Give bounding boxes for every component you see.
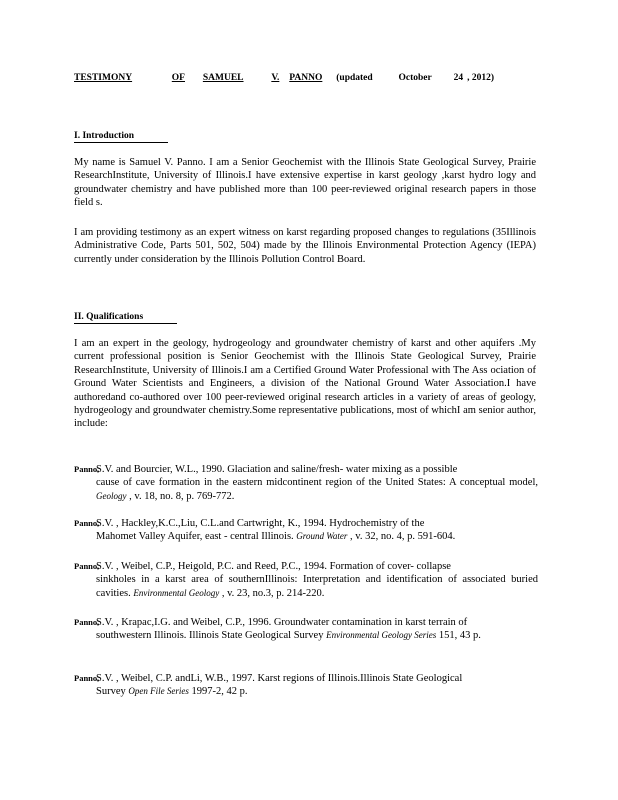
reference-line: S.V. and Bourcier, W.L., 1990. Glaciation and saline/fresh- water mixing as a possible	[96, 464, 458, 475]
reference-journal: Ground Water	[296, 531, 348, 542]
qualifications-paragraph: I am an expert in the geology, hydrogeology and groundwater chemistry of karst and other aquifers .My current professional position is Senior Geochemist with the Illinois State Geological Survey, Prairie ResearchInstitute, University of Illinois.I am a Certified Ground Water Professional with The Ass ociation of Ground Water Scientists and Engineers, a division of the National Ground Water Association.I have authoredand co-authored over 100 peer-reviewed original research articles in a variety of areas of geology, hydrogeology and groundwater chemistry.Some representative publications, most of whichI am senior author, include:	[74, 338, 536, 430]
reference-line: , v. 18, no. 8, p. 769-772.	[126, 490, 235, 502]
title-word: October	[398, 73, 432, 83]
reference-item	[74, 672, 538, 699]
reference-line: Survey	[96, 686, 129, 698]
reference-journal: Geology	[96, 490, 127, 501]
reference-line: , v. 32, no. 4, p. 591-604.	[347, 531, 456, 543]
reference-journal: Open File Series	[128, 686, 189, 697]
title-word: TESTIMONY	[74, 73, 133, 83]
reference-line: 151, 43 p.	[436, 630, 481, 642]
title-word: SAMUEL	[202, 73, 244, 83]
intro-paragraph-1: My name is Samuel V. Panno. I am a Senior Geochemist with the Illinois State Geological Survey, Prairie ResearchInstitute, University of Illinois.I have extensive expertise in karst geology ,karst hydro logy and groundwater chemistry and have published more than 100 peer-reviewed original research papers in those field s.	[74, 157, 536, 209]
reference-author: Panno,	[74, 617, 100, 627]
reference-journal: Environmental Geology Series	[326, 630, 437, 641]
reference-author: Panno,	[74, 673, 100, 683]
reference-author: Panno,	[74, 464, 100, 474]
reference-line: S.V. , Weibel, C.P. andLi, W.B., 1997. Karst regions of Illinois.Illinois State Geological	[96, 673, 463, 684]
reference-author: Panno,	[74, 518, 100, 528]
reference-line: S.V. , Weibel, C.P., Heigold, P.C. and Reed, P.C., 1994. Formation of cover- collapse	[96, 561, 451, 572]
reference-author: Panno,	[74, 561, 100, 571]
reference-line: Mahomet Valley Aquifer, east - central Illinois.	[96, 531, 297, 543]
reference-line: southwestern Illinois. Illinois State Geological Survey	[96, 630, 327, 642]
reference-line: , v. 23, no.3, p. 214-220.	[219, 587, 325, 599]
reference-line: 1997-2, 42 p.	[188, 686, 248, 698]
title-word: PANNO	[289, 73, 323, 83]
reference-item	[74, 560, 538, 600]
reference-line: S.V. , Krapac,I.G. and Weibel, C.P., 1996. Groundwater contamination in karst terrain of	[96, 617, 468, 628]
reference-item	[74, 517, 538, 544]
reference-item	[74, 616, 538, 643]
title-word: 24	[453, 73, 464, 83]
title-word: V.	[271, 73, 280, 83]
reference-line: cause of cave formation in the eastern midcontinent region of the United States: A conceptual model,	[96, 477, 538, 489]
document-title	[74, 73, 494, 83]
title-word: (updated	[336, 73, 373, 83]
reference-line: sinkholes in a karst area of southernIllinois: Interpretation and identification of associated buried cavities.	[96, 574, 538, 599]
reference-item	[74, 463, 538, 503]
title-word: , 2012)	[467, 73, 494, 83]
intro-paragraph-2: I am providing testimony as an expert witness on karst regarding proposed changes to regulations (35Illinois Administrative Code, Parts 501, 502, 504) made by the Illinois Environmental Protection Agency (IEPA) currently under consideration by the Illinois Pollution Control Board.	[74, 227, 536, 265]
reference-line: S.V. , Hackley,K.C.,Liu, C.L.and Cartwright, K., 1994. Hydrochemistry of the	[96, 518, 425, 529]
title-word: OF	[171, 73, 185, 83]
section-heading-qualifications: II. Qualifications	[74, 312, 177, 324]
section-heading-introduction: I. Introduction	[74, 131, 168, 143]
reference-journal: Environmental Geology	[133, 587, 220, 598]
